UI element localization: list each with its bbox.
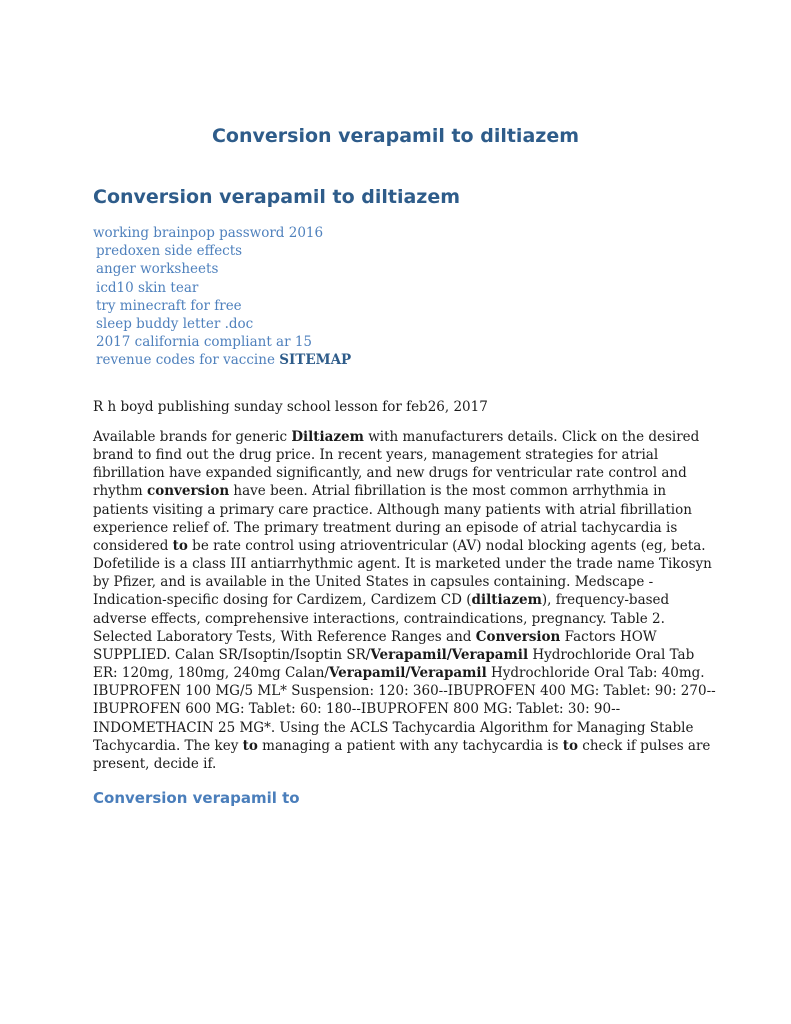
body-line: INDOMETHACIN 25 MG*. Using the ACLS Tachycardia Algorithm for Managing Stable — [93, 719, 694, 736]
body-line: Selected Laboratory Tests, With Reference Ranges and Conversion Factors HOW — [93, 628, 657, 645]
body-line: Indication-specific dosing for Cardizem, Cardizem CD (diltiazem), frequency-based — [93, 592, 670, 609]
footer-heading: Conversion verapamil to — [93, 789, 300, 807]
document-title: Conversion verapamil to diltiazem — [211, 125, 580, 147]
body-line: SUPPLIED. Calan SR/Isoptin/Isoptin SR/Verapamil/Verapamil Hydrochloride Oral Tab — [93, 646, 695, 663]
body-line: brand to find out the drug price. In recent years, management strategies for atrial — [93, 447, 659, 464]
link-item[interactable]: 2017 california compliant ar 15 — [96, 334, 313, 351]
body-line: patients visiting a primary care practice. Although many patients with atrial fibrillation — [93, 501, 692, 518]
list-item[interactable] — [93, 297, 351, 315]
list-item[interactable] — [93, 351, 351, 369]
main-heading: Conversion verapamil to diltiazem — [93, 186, 461, 208]
body-line: fibrillation have expanded significantly, and new drugs for ventricular rate control and — [93, 465, 687, 482]
body-line: present, decide if. — [93, 755, 217, 772]
body-line: rhythm conversion have been. Atrial fibrillation is the most common arrhythmia in — [93, 483, 667, 500]
list-item[interactable] — [93, 242, 351, 260]
link-item[interactable]: try minecraft for free — [96, 297, 242, 314]
emphasis-term: to — [242, 737, 258, 754]
emphasis-term: to — [172, 537, 188, 554]
list-item[interactable] — [93, 333, 351, 351]
body-line: Tachycardia. The key to managing a patient with any tachycardia is to check if pulses are — [93, 737, 711, 754]
emphasis-term: Verapamil/Verapamil — [328, 665, 487, 682]
emphasis-term: to — [562, 737, 578, 754]
body-line: Dofetilide is a class III antiarrhythmic agent. It is marketed under the trade name Tikosyn — [93, 556, 712, 573]
emphasis-term: diltiazem — [471, 592, 542, 609]
link-item[interactable]: sleep buddy letter .doc — [96, 316, 254, 333]
list-item[interactable] — [93, 224, 351, 242]
link-item[interactable]: predoxen side effects — [96, 243, 243, 260]
body-line: IBUPROFEN 100 MG/5 ML* Suspension: 120: 360--IBUPROFEN 400 MG: Tablet: 90: 270-- — [93, 683, 716, 700]
body-line: IBUPROFEN 600 MG: Tablet: 60: 180--IBUPROFEN 800 MG: Tablet: 30: 90-- — [93, 701, 621, 718]
body-line: considered to be rate control using atrioventricular (AV) nodal blocking agents (eg, beta. — [93, 537, 706, 554]
sitemap-link[interactable]: SITEMAP — [279, 352, 352, 369]
link-item[interactable]: working brainpop password 2016 — [93, 225, 324, 241]
body-line: adverse effects, comprehensive interactions, contraindications, pregnancy. Table 2. — [93, 610, 665, 627]
link-list — [93, 224, 351, 370]
body-paragraph — [93, 428, 716, 773]
body-line: Available brands for generic Diltiazem with manufacturers details. Click on the desired — [93, 429, 700, 445]
list-item[interactable] — [93, 260, 351, 278]
body-line: by Pfizer, and is available in the United States in capsules containing. Medscape - — [93, 574, 654, 591]
emphasis-term: Diltiazem — [291, 429, 364, 445]
emphasis-term: Conversion — [475, 628, 561, 645]
list-item[interactable] — [93, 315, 351, 333]
body-line: experience relief of. The primary treatment during an episode of atrial tachycardia is — [93, 519, 678, 536]
emphasis-term: Verapamil/Verapamil — [370, 646, 529, 663]
list-item[interactable] — [93, 279, 351, 297]
link-item[interactable]: revenue codes for vaccine — [96, 352, 275, 369]
body-line: ER: 120mg, 180mg, 240mg Calan/Verapamil/Verapamil Hydrochloride Oral Tab: 40mg. — [93, 665, 705, 682]
link-item[interactable]: icd10 skin tear — [96, 279, 199, 296]
emphasis-term: conversion — [147, 483, 230, 500]
subtitle-line: R h boyd publishing sunday school lesson for feb26, 2017 — [93, 399, 488, 415]
link-item[interactable]: anger worksheets — [96, 261, 219, 278]
